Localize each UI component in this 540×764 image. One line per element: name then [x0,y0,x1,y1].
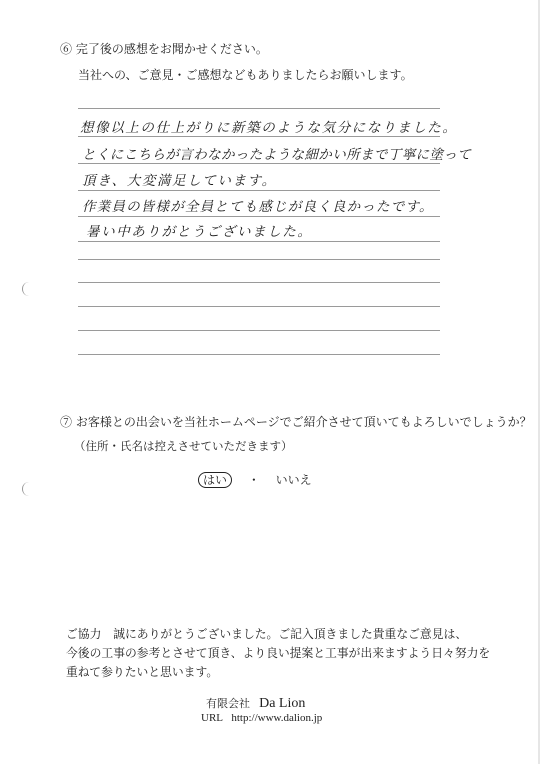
closing-line: 重ねて参りたいと思います。 [66,665,219,679]
handwritten-answer-line: 暑い中ありがとうございました。 [86,224,313,240]
ruled-line [78,108,440,109]
option-yes[interactable]: はい [198,472,232,488]
ruled-line [78,163,440,164]
closing-line: ご協力 誠にありがとうございました。ご記入頂きました貴重なご意見は、 [66,627,468,641]
company-name [206,692,305,712]
url-label: URL [201,712,223,724]
ruled-line [78,259,440,260]
company-prefix: 有限会社 [206,697,250,710]
handwritten-answer-line: 想像以上の仕上がりに新築のような気分になりました。 [80,120,458,136]
ruled-line [78,216,440,217]
company-url[interactable]: http://www.dalion.jp [231,712,323,724]
ruled-line [78,282,440,283]
ruled-line [78,306,440,307]
closing-line: 今後の工事の参考とさせて頂き、より良い提案と工事が出来ますよう日々努力を [66,646,491,660]
ruled-line [78,354,440,355]
ruled-line [78,136,440,137]
q7-title: ⑦ お客様との出会いを当社ホームページでご紹介させて頂いてもよろしいでしょうか？ [60,415,532,429]
handwritten-answer-line: とくにこちらが言わなかったような細かい所まで丁寧に塗って [82,147,472,163]
q6-subtitle: 当社への、ご意見・ご感想などもありましたらお願いします。 [78,68,413,82]
punch-hole-mark [22,482,31,496]
q7-options [198,471,312,488]
ruled-line [78,190,440,191]
company-url-row [201,712,322,724]
q6-title: ⑥ 完了後の感想をお聞かせください。 [60,42,268,56]
option-separator: ・ [247,473,260,487]
q7-note: （住所・氏名は控えさせていただきます） [74,439,293,453]
company-brand: Da Lion [259,696,306,711]
punch-hole-mark [22,282,31,296]
option-no[interactable]: いいえ [275,473,312,487]
ruled-line [78,241,440,242]
handwritten-answer-line: 作業員の皆様が全員とても感じが良く良かったです。 [82,199,434,215]
ruled-line [78,330,440,331]
handwritten-answer-line: 頂き、大変満足しています。 [82,173,277,189]
